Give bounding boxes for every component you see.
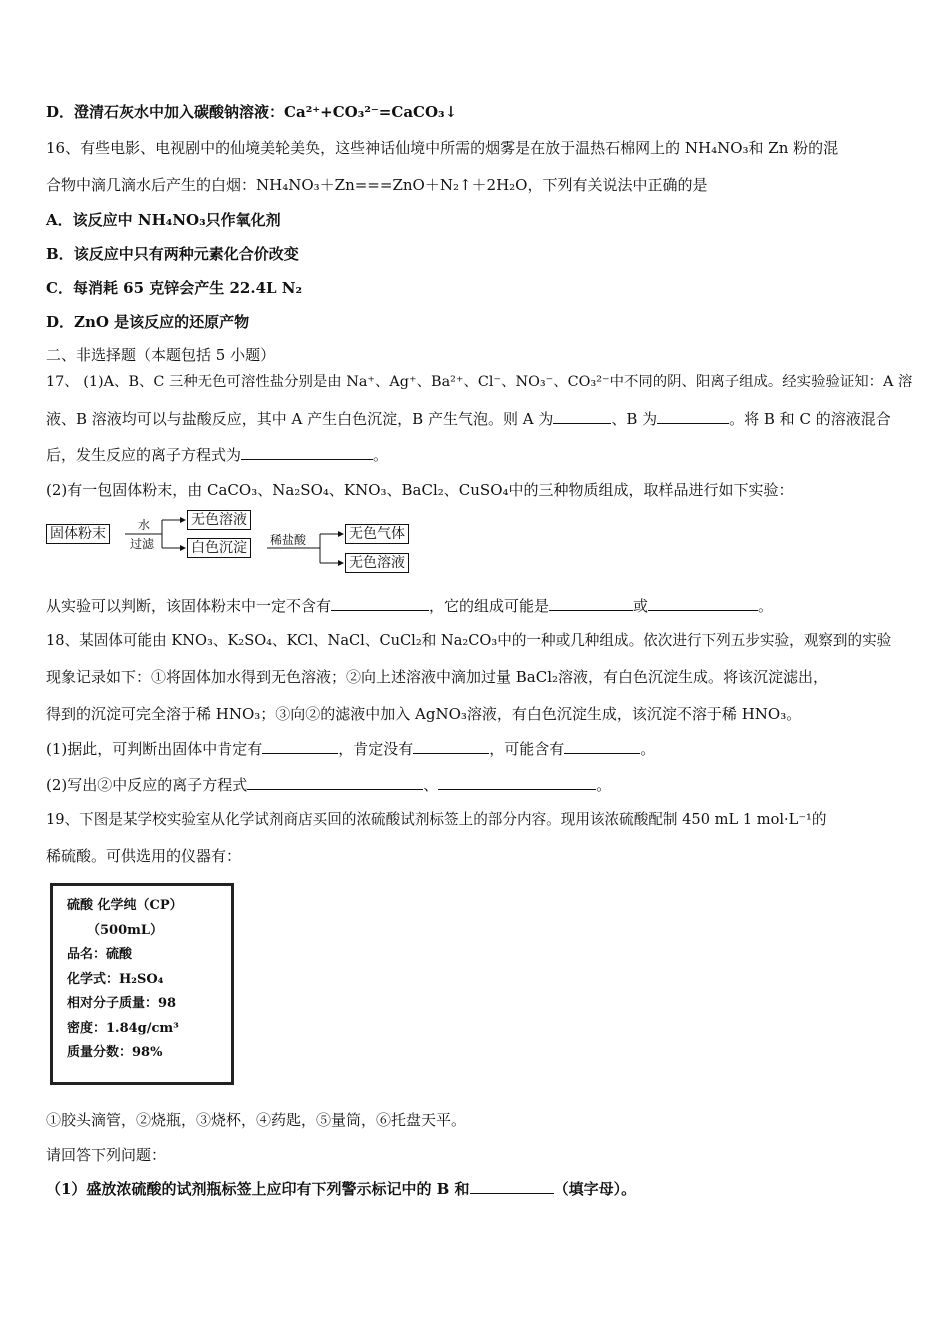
label-line: （500mL）: [87, 922, 164, 938]
answer-blank-equation1[interactable]: [247, 775, 423, 790]
option-text: 该反应中只有两种元素化合价改变: [73, 245, 299, 263]
q18-stem-line3: 得到的沉淀可完全溶于稀 HNO₃；③向②的滤液中加入 AgNO₃溶液，有白色沉淀生成，该沉淀不溶于稀 HNO₃。: [46, 705, 802, 723]
q19-sub1: [46, 1179, 910, 1199]
text: ，它的组成可能是: [429, 597, 550, 615]
q19-prompt: 请回答下列问题：: [46, 1146, 167, 1164]
flow-acid-label: 稀盐酸: [270, 533, 307, 547]
q17-stem-line1: 17、 (1)A、B、C 三种无色可溶性盐分别是由 Na⁺、Ag⁺、Ba²⁺、Cl⁻、NO₃⁻、CO₃²⁻中不同的阴、阳离子组成。经实验验证知：A 溶: [46, 374, 913, 390]
text: （1）盛放浓硫酸的试剂瓶标签上应印有下列警示标记中的 B 和: [46, 1180, 470, 1198]
text: 。: [758, 597, 774, 615]
option-label: A．: [46, 211, 73, 229]
text: 。将 B 和 C 的溶液混合: [729, 410, 891, 428]
text: (1)据此，可判断出固体中肯定有: [46, 740, 263, 758]
text: 、B 为: [611, 410, 658, 428]
flow-solution1-box: 无色溶液: [187, 510, 251, 530]
text: 液、B 溶液均可以与盐酸反应，其中 A 产生白色沉淀，B 产生气泡。则 A 为: [46, 410, 554, 428]
label-line: 品名：硫酸: [67, 947, 133, 962]
text: 。: [640, 740, 656, 758]
label-line: 密度：1.84g/cm³: [67, 1020, 179, 1036]
text: （填字母）。: [553, 1180, 637, 1198]
label-line: 相对分子质量：98: [67, 996, 177, 1011]
text: 、: [423, 776, 439, 794]
option-text: 澄清石灰水中加入碳酸钠溶液：: [74, 103, 285, 121]
q18-part2: [46, 775, 910, 795]
text: 。: [596, 776, 612, 794]
text: 后，发生反应的离子方程式为: [46, 446, 242, 464]
answer-blank-excluded[interactable]: [331, 596, 429, 611]
text: ，肯定没有: [338, 740, 414, 758]
q18-stem-line2: 现象记录如下：①将固体加水得到无色溶液；②向上述溶液中滴加过量 BaCl₂溶液，有白色沉淀生成。将该沉淀滤出，: [46, 668, 829, 686]
q19-stem-line2: 稀硫酸。可供选用的仪器有：: [46, 847, 242, 865]
q19-instruments: ①胶头滴管，②烧瓶，③烧杯，④药匙，⑤量筒，⑥托盘天平。: [46, 1111, 467, 1129]
q18-part1: [46, 739, 910, 759]
flow-precipitate-box: 白色沉淀: [187, 538, 251, 558]
label-line: 硫酸 化学纯（CP）: [67, 898, 183, 913]
option-text: 每消耗 65 克锌会产生 22.4L N₂: [72, 279, 303, 297]
flow-gas-box: 无色气体: [345, 524, 409, 544]
q17-part2: (2)有一包固体粉末，由 CaCO₃、Na₂SO₄、KNO₃、BaCl₂、CuSO₄中的三种物质组成，取样品进行如下实验：: [46, 481, 794, 499]
text: 或: [633, 597, 649, 615]
label-line: 质量分数：98%: [67, 1045, 163, 1060]
flow-filter-label: 过滤: [130, 537, 155, 551]
section-heading: 二、非选择题（本题包括 5 小题）: [46, 346, 276, 364]
answer-blank-composition2[interactable]: [648, 596, 758, 611]
q19-stem-line1: 19、下图是某学校实验室从化学试剂商店买回的浓硫酸试剂标签上的部分内容。现用该浓硫酸配制 450 mL 1 mol·L⁻¹的: [46, 811, 827, 828]
option-formula: Ca²⁺+CO₃²⁻=CaCO₃↓: [284, 103, 458, 121]
flow-water-label: 水: [138, 518, 151, 532]
q17-conclusion: [46, 596, 910, 616]
reagent-label-image: [50, 883, 234, 1085]
option-label: D．: [46, 103, 75, 121]
text: ，可能含有: [489, 740, 565, 758]
answer-blank-composition1[interactable]: [549, 596, 633, 611]
option-text: ZnO 是该反应的还原产物: [74, 313, 250, 331]
text: 从实验可以判断，该固体粉末中一定不含有: [46, 597, 332, 615]
q16-stem-line2: 合物中滴几滴水后产生的白烟：NH₄NO₃＋Zn===ZnO＋N₂↑＋2H₂O，下列有关说法中正确的是: [46, 176, 708, 194]
answer-blank-equation2[interactable]: [438, 775, 596, 790]
option-label: D．: [46, 313, 75, 331]
option-text: 该反应中 NH₄NO₃只作氧化剂: [72, 211, 281, 229]
label-line: 化学式：H₂SO₄: [67, 971, 164, 987]
answer-blank-warning[interactable]: [470, 1179, 554, 1194]
flow-start-box: 固体粉末: [46, 524, 110, 544]
flow-arrows: [0, 0, 950, 600]
answer-blank-definite[interactable]: [262, 739, 338, 754]
q18-stem-line1: 18、某固体可能由 KNO₃、K₂SO₄、KCl、NaCl、CuCl₂和 Na₂CO₃中的一种或几种组成。依次进行下列五步实验，观察到的实验: [46, 632, 892, 649]
option-label: C．: [46, 279, 73, 297]
text: 。: [373, 446, 389, 464]
answer-blank-absent[interactable]: [413, 739, 489, 754]
answer-blank-possible[interactable]: [564, 739, 640, 754]
option-label: B．: [46, 245, 74, 263]
text: (2)写出②中反应的离子方程式: [46, 776, 248, 794]
flow-solution2-box: 无色溶液: [345, 553, 409, 573]
q16-stem-line1: 16、有些电影、电视剧中的仙境美轮美奂，这些神话仙境中所需的烟雾是在放于温热石棉网上的 NH₄NO₃和 Zn 粉的混: [46, 139, 839, 157]
